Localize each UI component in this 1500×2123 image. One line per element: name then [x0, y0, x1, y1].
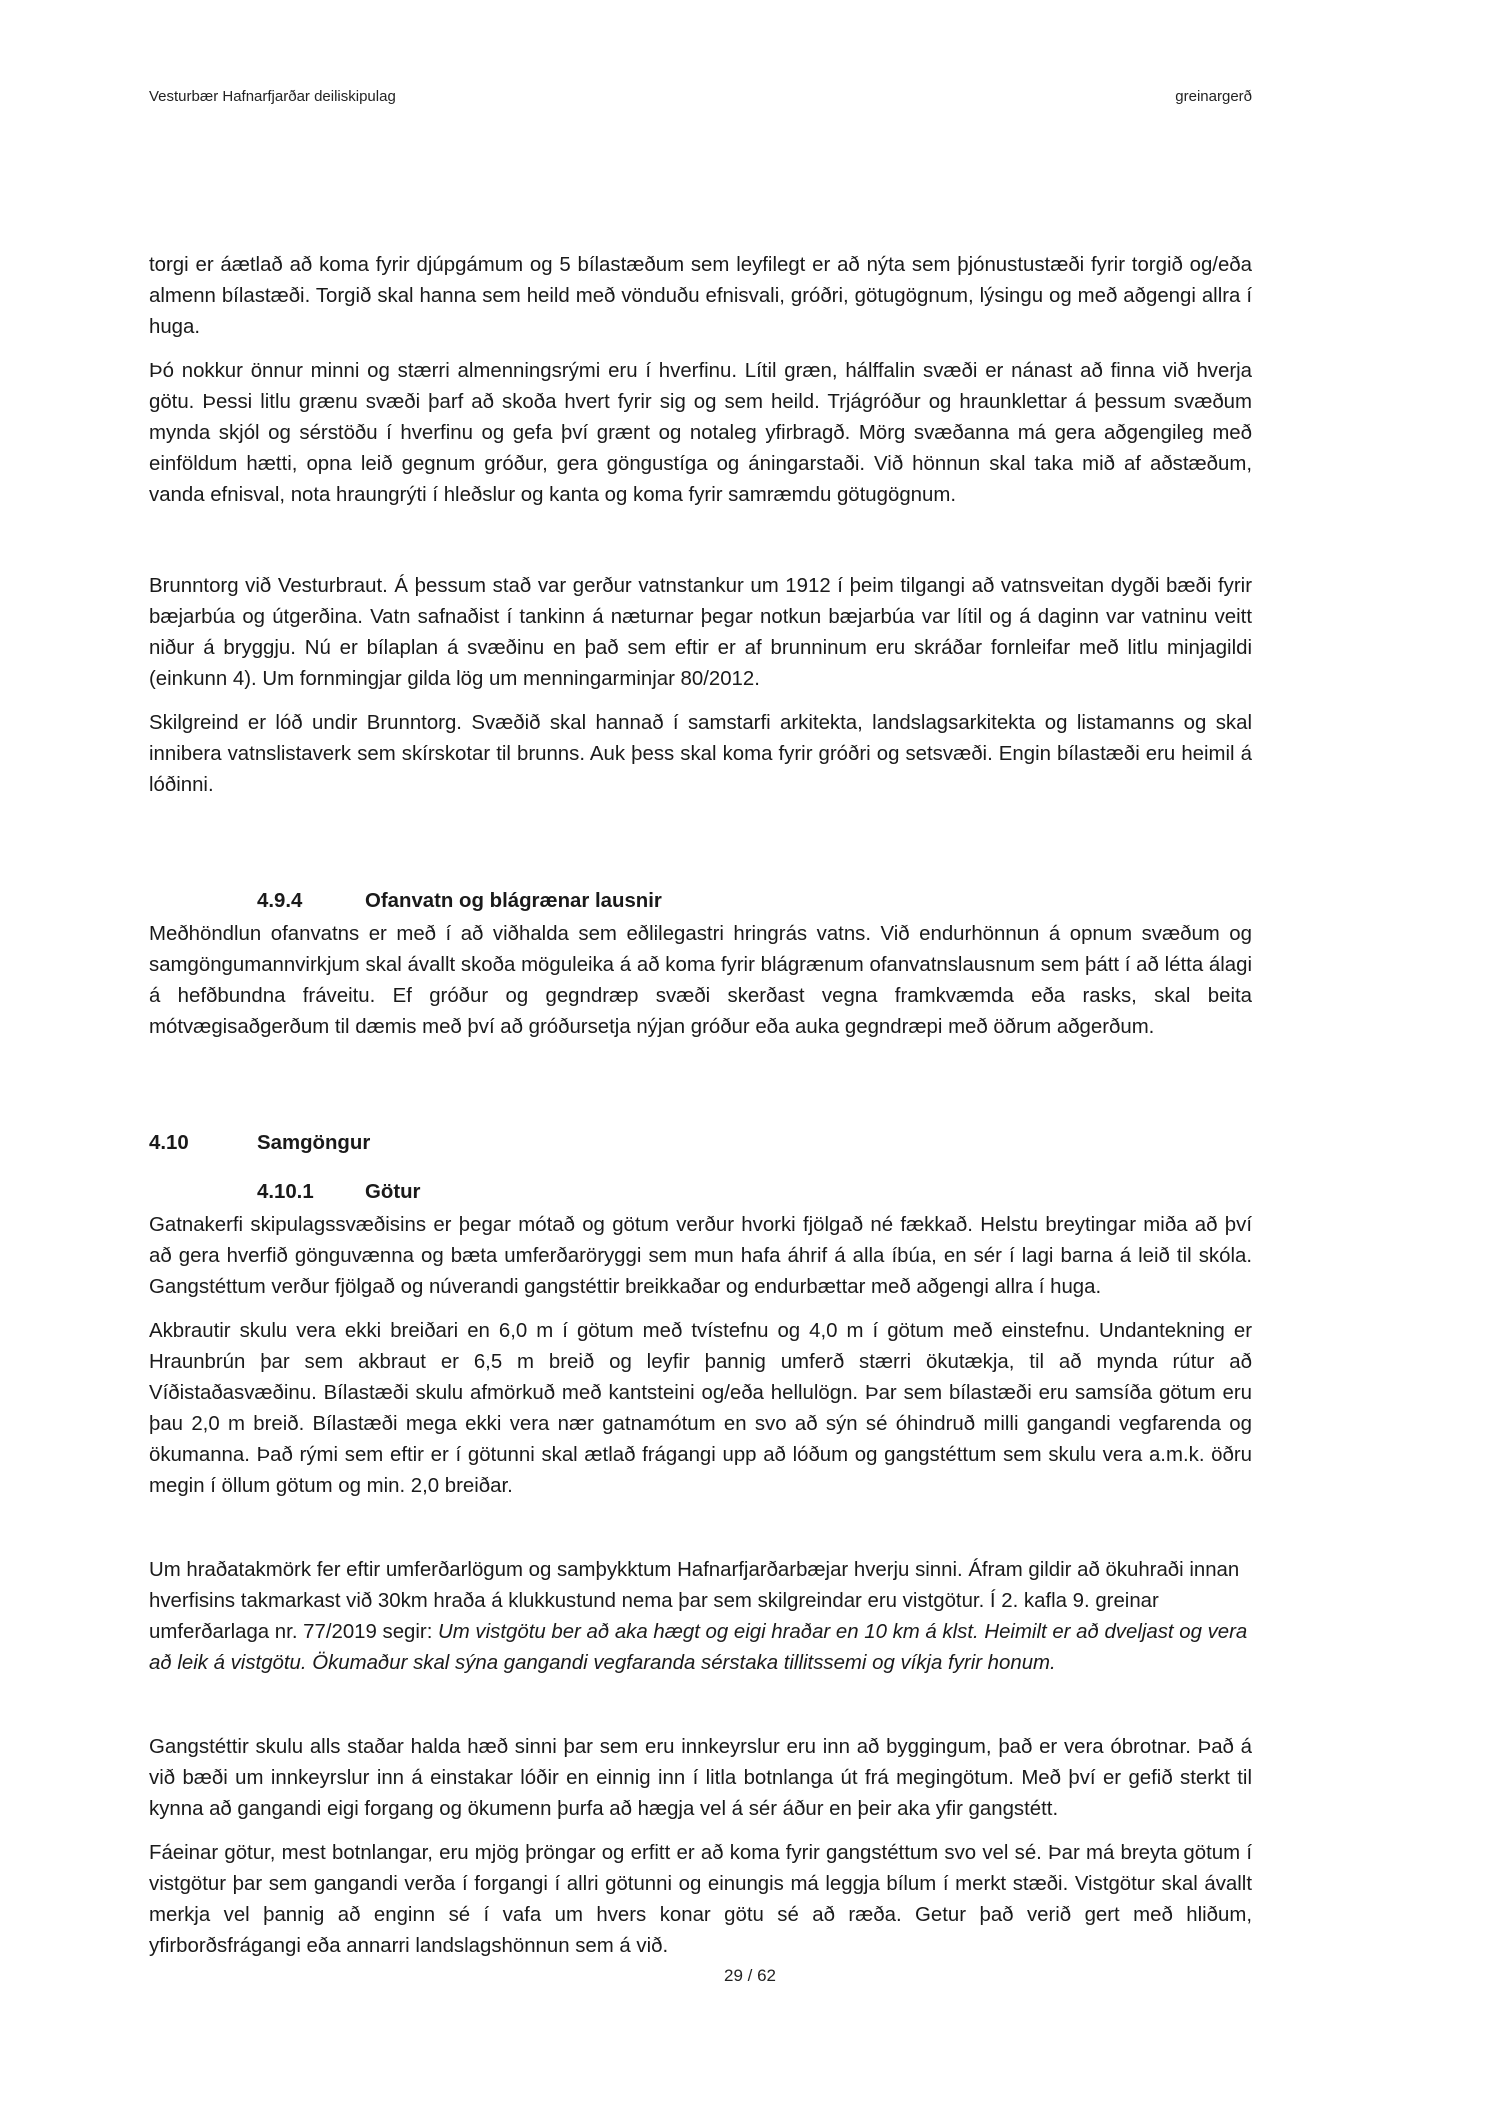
paragraph-hradatakmork [149, 1555, 1252, 1679]
section-title: Samgöngur [257, 1132, 371, 1154]
section-number: 4.9.4 [257, 890, 303, 912]
section-heading-4-10 [149, 1128, 1252, 1159]
section-number: 4.10 [149, 1132, 189, 1154]
section-number: 4.10.1 [257, 1181, 314, 1203]
quote-umferdarlog: Um vistgötu ber að aka hægt og eigi hraðar en 10 km á klst. Heimilt er að dveljast og vera að leik á vistgötu. Ökumaður skal sýna gangandi vegfaranda sérstaka tillitssemi og víkja fyrir honum. [149, 1621, 1248, 1674]
paragraph-skilgreind-lod: Skilgreind er lóð undir Brunntorg. Svæðið skal hannað í samstarfi arkitekta, landslagsarkitekta og listamanns og skal innibera vatnslistaverk sem skírskotar til brunns. Auk þess skal koma fyrir gróðri og setsvæði. Engin bílastæði eru heimil á lóðinni. [149, 712, 1252, 796]
section-title: Götur [365, 1181, 421, 1203]
page-number: 29 / 62 [724, 1966, 776, 1985]
header-document-type: greinargerð [1175, 88, 1252, 105]
paragraph-ofanvatn: Meðhöndlun ofanvatns er með í að viðhalda sem eðlilegastri hringrás vatns. Við endurhönnun á opnum svæðum og samgöngumannvirkjum skal ávallt skoða möguleika á að koma fyrir blágrænum ofanvatnslausnum sem þátt í að létta álagi á hefðbundna fráveitu. Ef gróður og gegndræp svæði skerðast vegna framkvæmda eða rasks, skal beita mótvægisaðgerðum til dæmis með því að gróðursetja nýjan gróður eða auka gegndræpi með öðrum aðgerðum. [149, 923, 1252, 1038]
section-heading-4-9-4 [257, 886, 1252, 917]
paragraph-gangstettir: Gangstéttir skulu alls staðar halda hæð sinni þar sem eru innkeyrslur eru inn að byggingum, það er vera óbrotnar. Það á við bæði um innkeyrslur inn á einstakar lóðir en einnig inn í litla botnlanga út frá megingötum. Með því er gefið sterkt til kynna að gangandi eigi forgang og ökumenn þurfa að hægja vel á sér áður en þeir aka yfir gangstétt. [149, 1736, 1252, 1820]
header-document-title: Vesturbær Hafnarfjarðar deiliskipulag [149, 88, 396, 105]
page-header [149, 88, 1252, 112]
page-content [149, 250, 1252, 1975]
paragraph-hradatakmork-text: Um hraðatakmörk fer eftir umferðarlögum og samþykktum Hafnarfjarðarbæjar hverju sinni. Áfram gildir að ökuhraði innan hverfisins takmarkast við 30km hraða á klukkustund nema þar sem skilgreindar eru vistgötur. Í 2. kafla 9. greinar umferðarlaga nr. 77/2019 segir: [149, 1559, 1240, 1643]
paragraph-brunntorg: Brunntorg við Vesturbraut. Á þessum stað var gerður vatnstankur um 1912 í þeim tilgangi að vatnsveitan dygði bæði fyrir bæjarbúa og útgerðina. Vatn safnaðist í tankinn á næturnar þegar notkun bæjarbúa var lítil og á daginn var vatninu veitt niður á bryggju. Nú er bílaplan á svæðinu en það sem eftir er af brunninum eru skráðar fornleifar með litlu minjagildi (einkunn 4). Um fornmingjar gilda lög um menningarminjar 80/2012. [149, 575, 1252, 690]
paragraph-almenningsrymi: Þó nokkur önnur minni og stærri almenningsrými eru í hverfinu. Lítil græn, hálffalin svæði er nánast að finna við hverja götu. Þessi litlu grænu svæði þarf að skoða hvert fyrir sig og sem heild. Trjágróður og hraunklettar á þessum svæðum mynda skjól og sérstöðu í hverfinu og gefa því grænt og notaleg yfirbragð. Mörg svæðanna má gera aðgengileg með einföldum hætti, opna leið gegnum gróður, gera göngustíga og áningarstaði. Við hönnun skal taka mið af aðstæðum, vanda efnisval, nota hraungrýti í hleðslur og kanta og koma fyrir samræmdu götugögnum. [149, 360, 1252, 506]
paragraph-torg: torgi er áætlað að koma fyrir djúpgámum og 5 bílastæðum sem leyfilegt er að nýta sem þjónustustæði fyrir torgið og/eða almenn bílastæði. Torgið skal hanna sem heild með vönduðu efnisvali, gróðri, götugögnum, lýsingu og með aðgengi allra í huga. [149, 254, 1252, 338]
paragraph-akbrautir: Akbrautir skulu vera ekki breiðari en 6,0 m í götum með tvístefnu og 4,0 m í götum með einstefnu. Undantekning er Hraunbrún þar sem akbraut er 6,5 m breið og leyfir þannig umferð stærri ökutækja, til að mynda rútur að Víðistaðasvæðinu. Bílastæði skulu afmörkuð með kantsteini og/eða hellulögn. Þar sem bílastæði eru samsíða götum eru þau 2,0 m breið. Bílastæði mega ekki vera nær gatnamótum en svo að sýn sé óhindruð milli gangandi vegfarenda og ökumanna. Það rými sem eftir er í götunni skal ætlað frágangi upp að lóðum og gangstéttum sem skulu vera a.m.k. öðru megin í öllum götum og min. 2,0 breiðar. [149, 1320, 1252, 1497]
paragraph-gatnakerfi: Gatnakerfi skipulagssvæðisins er þegar mótað og götum verður hvorki fjölgað né fækkað. Helstu breytingar miða að því að gera hverfið gönguvænna og bæta umferðaröryggi sem mun hafa áhrif á alla íbúa, en sér í lagi barna á leið til skóla. Gangstéttum verður fjölgað og núverandi gangstéttir breikkaðar og endurbættar með aðgengi allra í huga. [149, 1214, 1252, 1298]
section-heading-4-10-1 [257, 1177, 1252, 1208]
section-title: Ofanvatn og blágrænar lausnir [365, 890, 662, 912]
paragraph-vistgotur: Fáeinar götur, mest botnlangar, eru mjög þröngar og erfitt er að koma fyrir gangstéttum svo vel sé. Þar má breyta götum í vistgötur þar sem gangandi verða í forgangi í allri götunni og einungis má leggja bílum í merkt stæði. Vistgötur skal ávallt merkja vel þannig að enginn sé í vafa um hvers konar götu sé að ræða. Getur það verið gert með hliðum, yfirborðsfrágangi eða annarri landslagshönnun sem á við. [149, 1842, 1252, 1957]
